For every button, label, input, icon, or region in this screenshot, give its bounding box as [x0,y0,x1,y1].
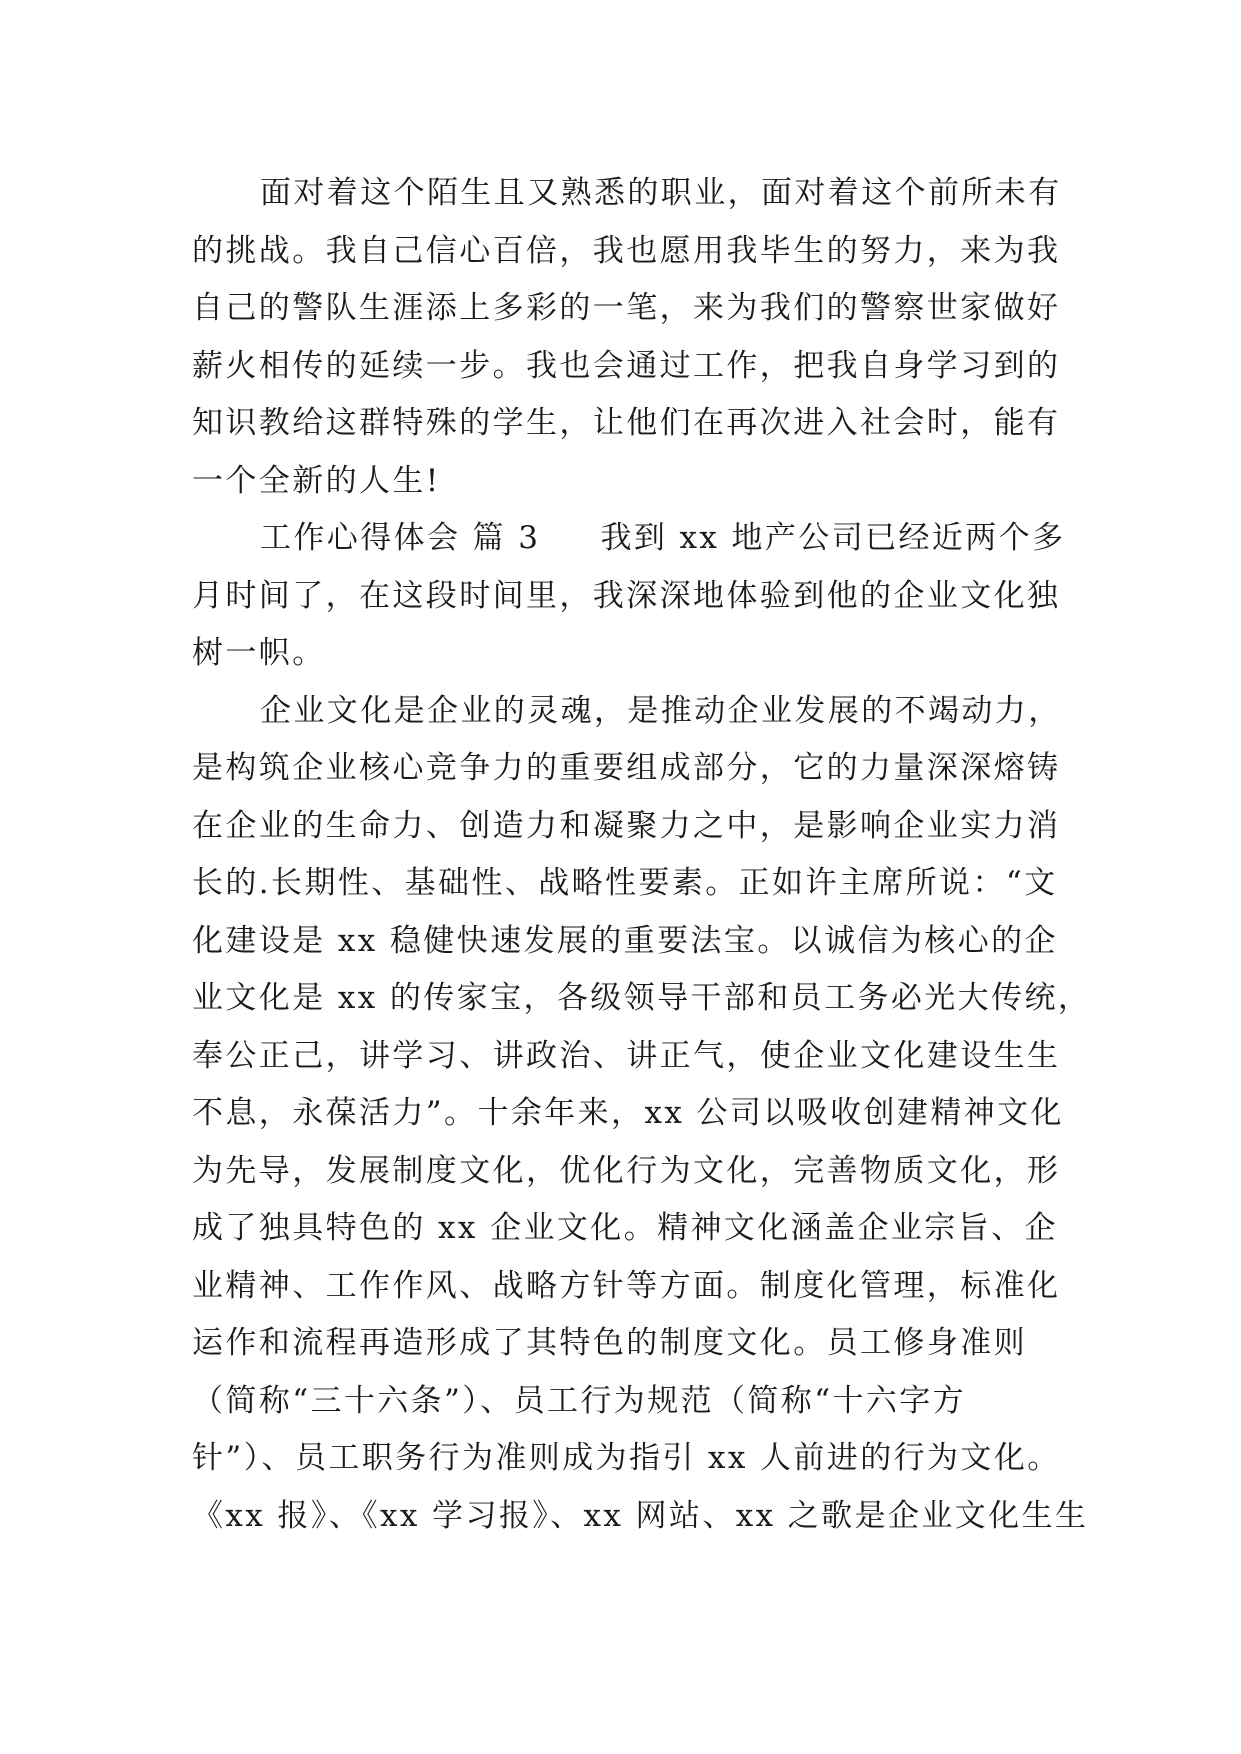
para1-line: 面对着这个陌生且又熟悉的职业，面对着这个前所未有 [260,175,1062,211]
para3-line: 企业文化是企业的灵魂，是推动企业发展的不竭动力， [260,692,1062,729]
para3-line: （简称“三十六条”）、员工行为规范（简称“十六字方 [192,1382,967,1419]
para3-line: 业精神、工作作风、战略方针等方面。制度化管理，标准化 [192,1267,1061,1304]
para3-line: 为先导，发展制度文化，优化行为文化，完善物质文化，形 [192,1152,1061,1189]
para3-line: 长的.长期性、基础性、战略性要素。正如许主席所说：“文 [192,865,1058,901]
para2-first-line [192,510,1066,568]
para1-line: 知识教给这群特殊的学生，让他们在再次进入社会时，能有 [192,405,1061,441]
para3-line: 《xx 报》、《xx 学习报》、xx 网站、xx 之歌是企业文化生生 [192,1497,1089,1534]
section-heading: 工作心得体会 篇 3 [260,520,541,556]
para3-line: 不息，永葆活力”。十余年来，xx 公司以吸收创建精神文化 [192,1095,1064,1131]
para3-line: 针”）、员工职务行为准则成为指引 xx 人前进的行为文化。 [192,1440,1061,1476]
para1-line: 一个全新的人生! [192,462,441,499]
para1-line: 薪火相传的延续一步。我也会通过工作，把我自身学习到的 [192,347,1061,384]
para1-line: 自己的警队生涯添上多彩的一笔，来为我们的警察世家做好 [192,290,1061,326]
para2-line-start: 我到 xx 地产公司已经近两个多 [600,520,1066,556]
document-body [192,165,1092,1545]
para3-line: 奉公正己，讲学习、讲政治、讲正气，使企业文化建设生生 [192,1037,1061,1074]
para2-line: 树一帜。 [192,635,326,671]
para1-line: 的挑战。我自己信心百倍，我也愿用我毕生的努力，来为我 [192,232,1061,269]
para3-line: 成了独具特色的 xx 企业文化。精神文化涵盖企业宗旨、企 [192,1210,1058,1246]
para2-line: 月时间了，在这段时间里，我深深地体验到他的企业文化独 [192,577,1061,614]
para3-line: 在企业的生命力、创造力和凝聚力之中，是影响企业实力消 [192,807,1061,844]
para3-line: 业文化是 xx 的传家宝，各级领导干部和员工务必光大传统， [192,980,1092,1016]
para3-line: 化建设是 xx 稳健快速发展的重要法宝。以诚信为核心的企 [192,922,1058,959]
para3-line: 是构筑企业核心竞争力的重要组成部分，它的力量深深熔铸 [192,750,1061,786]
para3-line: 运作和流程再造形成了其特色的制度文化。员工修身准则 [192,1325,1027,1361]
